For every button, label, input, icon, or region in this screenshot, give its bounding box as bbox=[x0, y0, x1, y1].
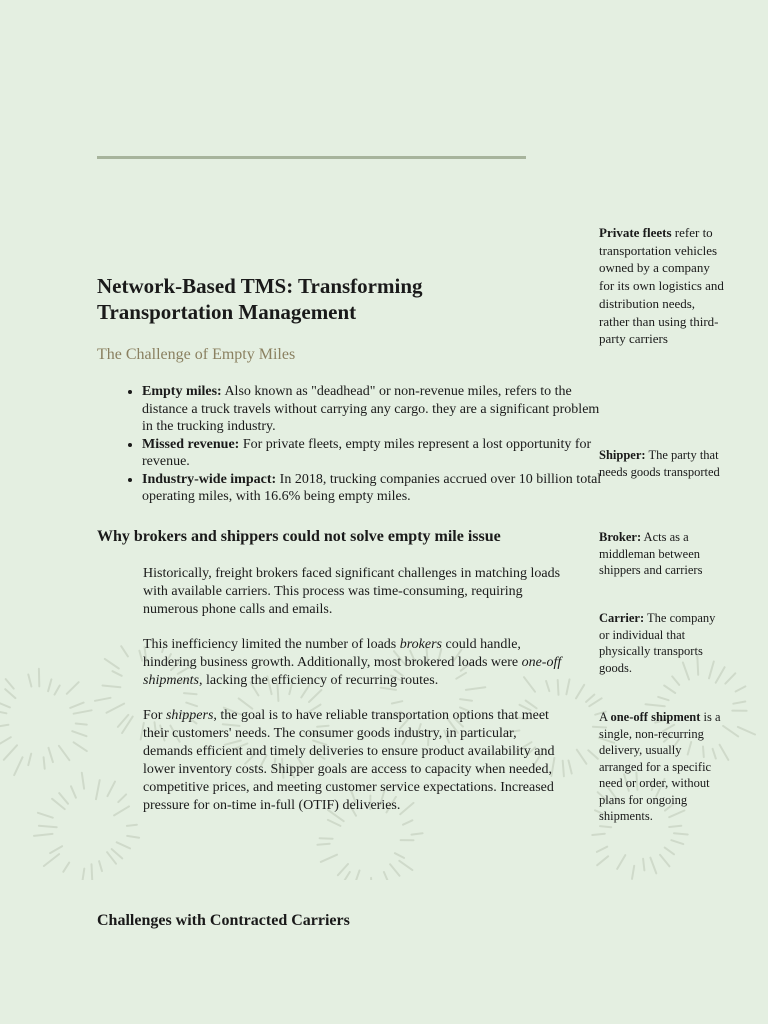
decor-dash bbox=[186, 703, 197, 707]
decor-dash bbox=[63, 863, 69, 872]
decor-dash bbox=[59, 793, 68, 804]
decor-dash bbox=[725, 673, 735, 683]
decor-dash bbox=[317, 844, 329, 845]
decor-dash bbox=[105, 659, 119, 669]
decor-dash bbox=[127, 836, 139, 838]
decor-dash bbox=[658, 697, 668, 700]
decor-dash bbox=[70, 703, 83, 708]
decor-dash bbox=[643, 859, 644, 871]
decor-dash bbox=[412, 833, 423, 834]
sidebar-note-carrier: Carrier: The company or individual that physically transports goods. bbox=[599, 611, 716, 675]
decor-dash bbox=[660, 855, 669, 867]
paragraph-inefficiency: This inefficiency limited the number of loads brokers could handle, hindering business growth. Additionally, most brokered loads were one-off shipments, lacking the efficiency of recurring routes. bbox=[143, 637, 562, 688]
decor-dash bbox=[14, 757, 22, 775]
decor-dash bbox=[672, 676, 679, 685]
decor-dash bbox=[72, 731, 86, 736]
decor-dash bbox=[736, 686, 746, 691]
decor-dash bbox=[44, 854, 59, 866]
decor-dash bbox=[384, 872, 388, 880]
list-item: • Missed revenue: For private fleets, empty miles represent a lost opportunity for revenue. bbox=[142, 436, 612, 471]
decor-dash bbox=[103, 686, 121, 688]
header-rule bbox=[97, 156, 526, 159]
decor-dash bbox=[127, 825, 137, 826]
decor-dash bbox=[738, 727, 755, 735]
decor-dash bbox=[392, 701, 402, 703]
decor-dash bbox=[309, 690, 321, 702]
section-heading-challenges: Challenges with Contracted Carriers bbox=[97, 912, 350, 929]
decor-dash bbox=[390, 864, 399, 875]
decor-dash bbox=[107, 704, 125, 713]
sidebar-note-one-off-shipment: A one-off shipment is a single, non-recurring delivery, usually arranged for a specific need or order, without plans for ongoing shipments. bbox=[599, 710, 721, 823]
sidebar-note-private-fleets: Private fleets refer to transportation vehicles owned by a company for its own logistics and distribution needs, rather than using third-party carriers bbox=[599, 225, 724, 347]
list-item: • Industry-wide impact: In 2018, trucking companies accrued over 10 billion total operating miles, with 16.6% being empty miles. bbox=[142, 471, 612, 506]
decor-dash bbox=[460, 699, 472, 701]
sidebar-note-shipper: Shipper: The party that needs goods transported bbox=[599, 448, 720, 479]
decor-dash bbox=[674, 833, 688, 834]
decor-dash bbox=[646, 704, 665, 706]
decor-dash bbox=[577, 750, 587, 764]
decor-dash bbox=[82, 773, 84, 789]
sidebar-note-broker: Broker: Acts as a middleman between shippers and carriers bbox=[599, 530, 703, 577]
decor-dash bbox=[76, 724, 87, 725]
decor-dash bbox=[597, 856, 608, 865]
decor-dash bbox=[664, 686, 675, 694]
decor-dash bbox=[395, 853, 404, 858]
decor-dash bbox=[48, 679, 51, 691]
decor-dash bbox=[0, 711, 6, 713]
decor-dash bbox=[328, 820, 341, 826]
decor-dash bbox=[121, 646, 128, 656]
decor-dash bbox=[114, 806, 129, 815]
decor-dash bbox=[0, 703, 10, 707]
decor-dash bbox=[665, 848, 674, 855]
decor-dash bbox=[184, 693, 197, 694]
decor-dash bbox=[600, 826, 611, 827]
decor-dash bbox=[108, 782, 116, 797]
decor-dash bbox=[50, 846, 62, 853]
decor-dash bbox=[6, 679, 14, 689]
paragraph-brokers-history: Historically, freight brokers faced significant challenges in matching loads with available carriers. This process was time-consuming, requiring numerous phone calls and emails. bbox=[143, 566, 561, 617]
decor-dash bbox=[95, 698, 111, 701]
decor-dash bbox=[588, 750, 598, 759]
decor-dash bbox=[99, 861, 102, 871]
decor-dash bbox=[59, 746, 70, 760]
decor-dash bbox=[112, 849, 123, 858]
decor-dash bbox=[44, 757, 45, 769]
decor-dash bbox=[96, 780, 100, 799]
decor-dash bbox=[39, 826, 57, 827]
decor-dash bbox=[92, 864, 93, 880]
decor-dash bbox=[733, 702, 745, 704]
decor-dash bbox=[52, 799, 65, 809]
decor-dash bbox=[723, 726, 738, 737]
decor-dash bbox=[650, 858, 656, 874]
decor-dash bbox=[107, 852, 116, 864]
decor-dash bbox=[592, 834, 605, 835]
decor-dash bbox=[344, 872, 349, 880]
decor-dash bbox=[597, 847, 607, 852]
decor-dash bbox=[320, 838, 333, 839]
decor-dash bbox=[0, 737, 11, 745]
decor-dash bbox=[569, 761, 572, 774]
decor-dash bbox=[74, 710, 92, 713]
decor-dash bbox=[399, 861, 412, 870]
decor-dash bbox=[28, 675, 31, 687]
page-title: Network-Based TMS: Transforming Transportation Management bbox=[97, 274, 423, 324]
decor-dash bbox=[5, 689, 15, 698]
key-points-list bbox=[97, 383, 612, 506]
decor-dash bbox=[28, 754, 31, 765]
decor-dash bbox=[34, 834, 53, 836]
decor-dash bbox=[586, 695, 594, 702]
decor-dash bbox=[67, 682, 79, 694]
decor-dash bbox=[403, 820, 412, 824]
decor-dash bbox=[0, 725, 8, 727]
decor-dash bbox=[49, 748, 53, 762]
decor-dash bbox=[4, 745, 17, 760]
decor-dash bbox=[82, 869, 84, 880]
decor-dash bbox=[71, 786, 76, 797]
decor-dash bbox=[338, 864, 348, 875]
section-subtitle: The Challenge of Empty Miles bbox=[97, 346, 296, 363]
decor-dash bbox=[117, 842, 130, 848]
decor-dash bbox=[576, 685, 584, 699]
decor-dash bbox=[118, 794, 126, 802]
list-item: • Empty miles: Also known as "deadhead" or non-revenue miles, refers to the distance a truck travels without carrying any cargo. they are a significant problem in the trucking industry. bbox=[142, 383, 612, 436]
decor-dash bbox=[321, 855, 337, 862]
paragraph-shippers: For shippers, the goal is to have reliable transportation options that meet their customers' needs. The consumer goods industry, in particular, demands efficient and timely deliveries to ensure product availability and lower inventory costs. Shipper goals are access to capacity when needed, competitive prices, and meeting customer service expectations. Increased pressure for on-time in-full (OTIF) deliveries. bbox=[143, 708, 555, 813]
decor-dash bbox=[139, 651, 142, 661]
decor-dash bbox=[55, 686, 60, 695]
decor-dash bbox=[669, 826, 681, 827]
decor-dash bbox=[74, 742, 87, 751]
decor-dash bbox=[589, 698, 601, 706]
decor-dash bbox=[113, 671, 122, 676]
decor-dash bbox=[671, 840, 683, 844]
decor-dash bbox=[353, 871, 359, 881]
decor-dash bbox=[617, 855, 625, 869]
decor-dash bbox=[38, 813, 53, 818]
section-heading-why: Why brokers and shippers could not solve empty mile issue bbox=[97, 528, 501, 545]
decor-dash bbox=[632, 866, 634, 879]
decor-dash bbox=[371, 878, 372, 880]
